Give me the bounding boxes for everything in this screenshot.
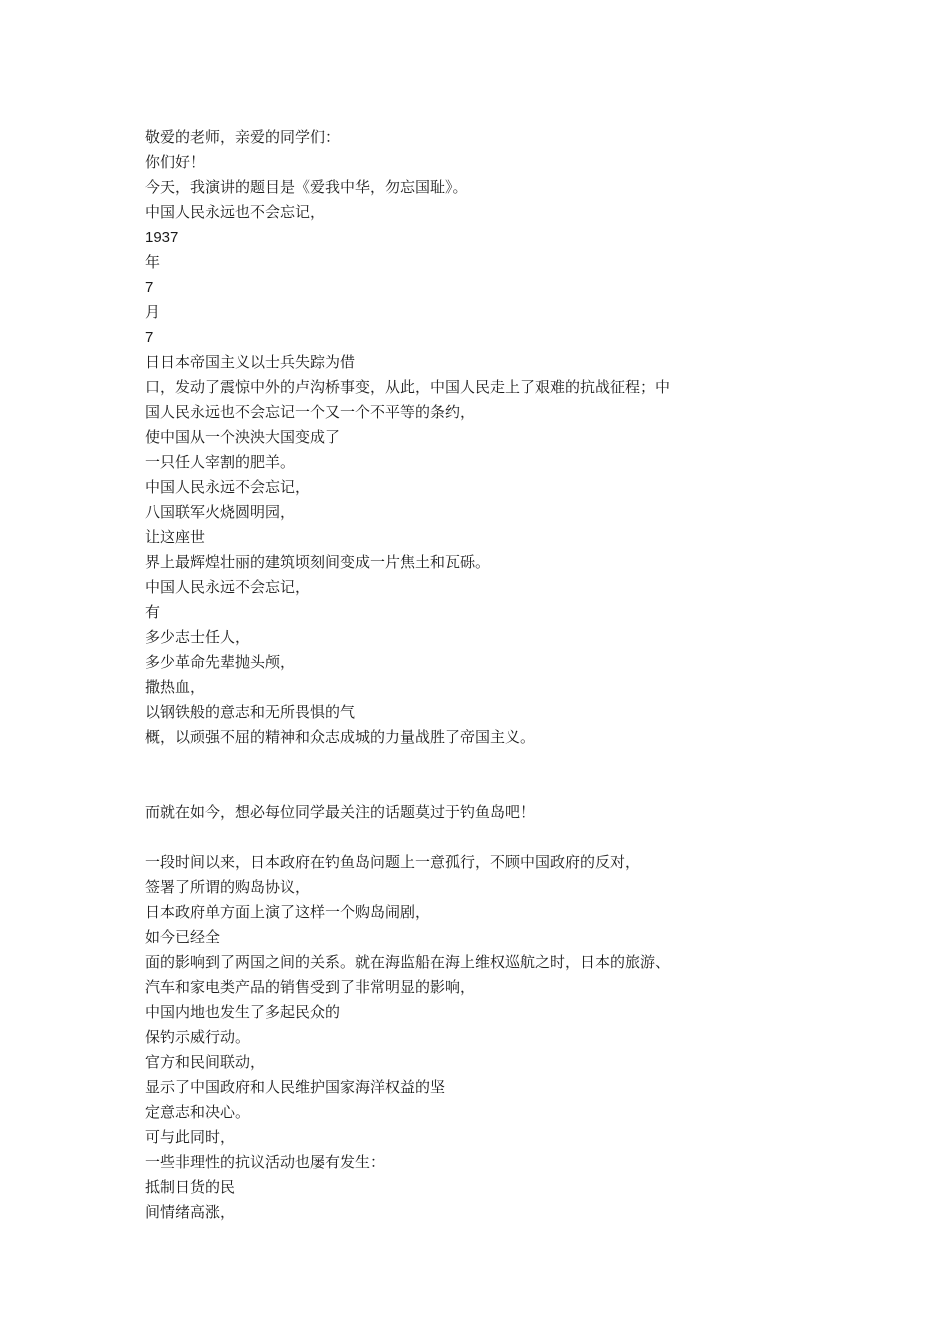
text-line: 7 (145, 329, 154, 346)
text-line: 而就在如今，想必每位同学最关注的话题莫过于钓鱼岛吧！ (145, 803, 536, 821)
text-line: 汽车和家电类产品的销售受到了非常明显的影响， (145, 978, 476, 996)
text-line: 抵制日货的民 (145, 1178, 236, 1196)
text-line: 1937 (145, 229, 179, 246)
text-line: 日本政府单方面上演了这样一个购岛闹剧， (145, 903, 431, 921)
text-line: 签署了所谓的购岛协议， (145, 878, 311, 896)
text-line: 官方和民间联动， (145, 1053, 266, 1071)
text-line: 面的影响到了两国之间的关系。就在海监船在海上维权巡航之时，日本的旅游、 (145, 953, 671, 971)
text-line: 日日本帝国主义以士兵失踪为借 (145, 353, 356, 371)
paragraph-opening (145, 125, 845, 750)
text-line: 多少革命先辈抛头颅， (145, 653, 296, 671)
paragraph-diaoyu-intro (145, 800, 845, 825)
paragraph-diaoyu-body (145, 850, 845, 1225)
text-line: 今天，我演讲的题目是《爱我中华，勿忘国耻》。 (145, 178, 468, 196)
text-line: 保钓示威行动。 (145, 1028, 251, 1046)
text-line: 国人民永远也不会忘记一个又一个不平等的条约， (145, 403, 476, 421)
text-line: 有 (145, 603, 161, 621)
text-line: 一只任人宰割的肥羊。 (145, 453, 296, 471)
text-line: 中国人民永远也不会忘记， (145, 203, 326, 221)
text-line: 年 (145, 253, 161, 271)
paragraph-spacer (145, 775, 845, 800)
text-line: 你们好！ (145, 153, 206, 171)
text-line: 一段时间以来，日本政府在钓鱼岛问题上一意孤行，不顾中国政府的反对， (145, 853, 641, 871)
text-line: 撒热血， (145, 678, 206, 696)
text-line: 界上最辉煌壮丽的建筑顷刻间变成一片焦土和瓦砾。 (145, 553, 491, 571)
text-line: 可与此同时， (145, 1128, 236, 1146)
text-line: 中国人民永远不会忘记， (145, 478, 311, 496)
paragraph-spacer (145, 825, 845, 850)
text-line: 一些非理性的抗议活动也屡有发生： (145, 1153, 386, 1171)
text-line: 定意志和决心。 (145, 1103, 251, 1121)
text-line: 八国联军火烧圆明园， (145, 503, 296, 521)
text-line: 间情绪高涨， (145, 1203, 236, 1221)
text-line: 敬爱的老师，亲爱的同学们： (145, 128, 341, 146)
text-line: 显示了中国政府和人民维护国家海洋权益的坚 (145, 1078, 446, 1096)
text-line: 中国内地也发生了多起民众的 (145, 1003, 341, 1021)
text-line: 月 (145, 303, 161, 321)
paragraph-spacer (145, 750, 845, 775)
text-line: 让这座世 (145, 528, 206, 546)
text-line: 以钢铁般的意志和无所畏惧的气 (145, 703, 356, 721)
text-line: 使中国从一个泱泱大国变成了 (145, 428, 341, 446)
text-line: 口，发动了震惊中外的卢沟桥事变，从此，中国人民走上了艰难的抗战征程；中 (145, 378, 671, 396)
text-line: 7 (145, 279, 154, 296)
text-line: 如今已经全 (145, 928, 221, 946)
text-line: 概，以顽强不屈的精神和众志成城的力量战胜了帝国主义。 (145, 728, 536, 746)
text-line: 中国人民永远不会忘记， (145, 578, 311, 596)
speech-text (145, 125, 845, 1225)
text-line: 多少志士任人， (145, 628, 251, 646)
